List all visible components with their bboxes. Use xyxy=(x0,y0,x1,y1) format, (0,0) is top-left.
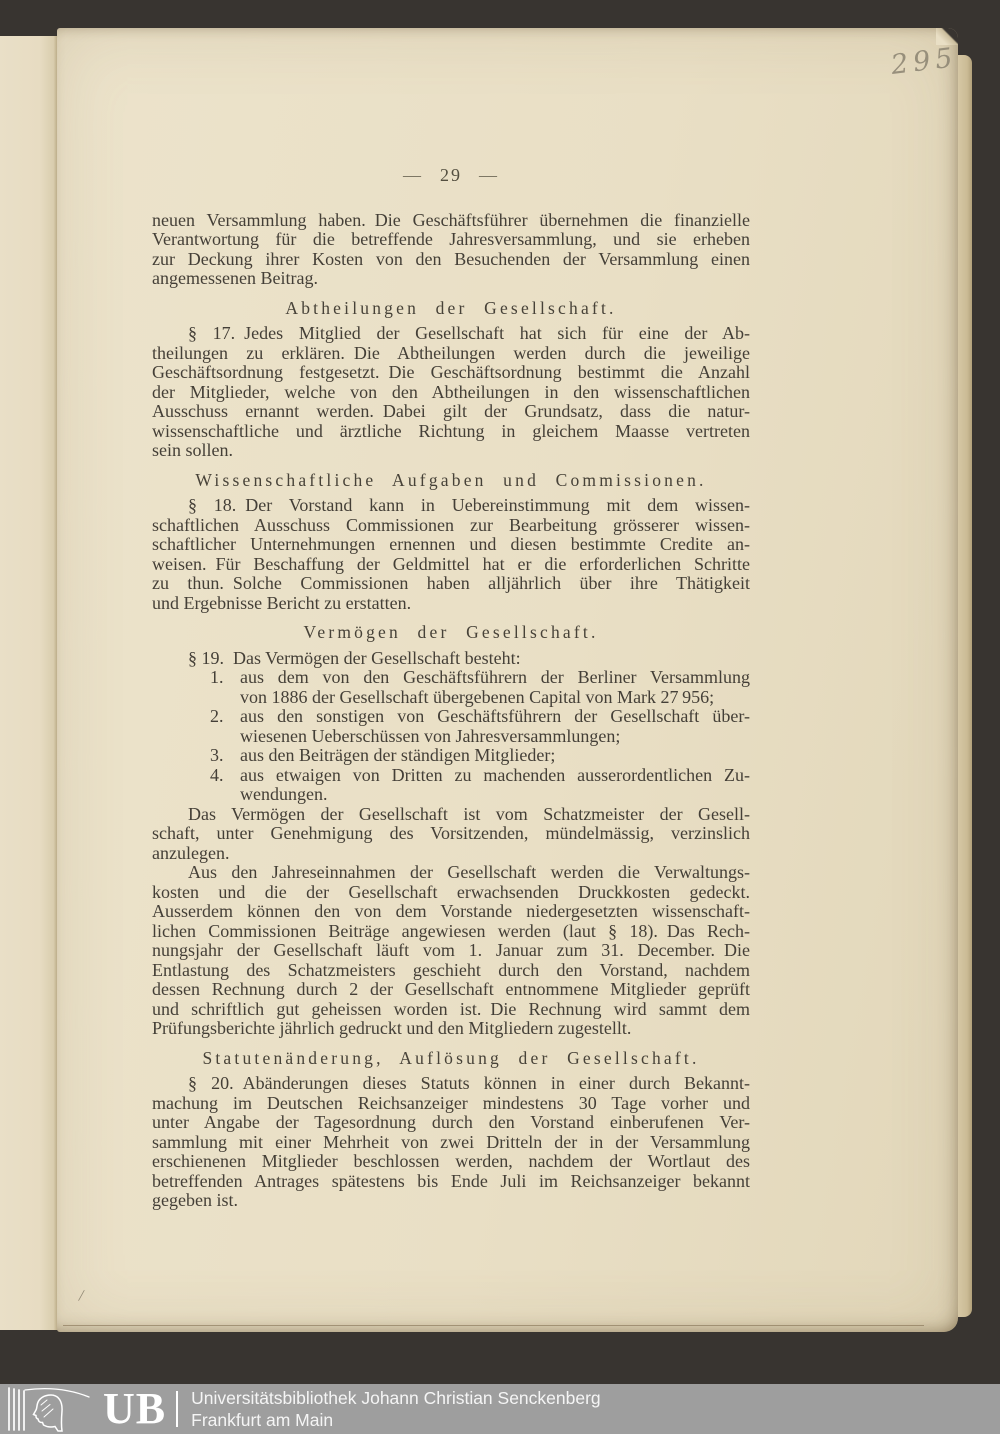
page-bottom-edge xyxy=(63,1325,924,1326)
logo-separator xyxy=(176,1391,178,1427)
printed-text-block xyxy=(152,166,750,1211)
page-number xyxy=(152,166,750,186)
library-city: Frankfurt am Main xyxy=(191,1410,334,1430)
goethe-silhouette-icon xyxy=(34,1395,63,1431)
list-item-number: 2. xyxy=(210,706,224,726)
list-item-2 xyxy=(152,707,750,746)
list-item-3 xyxy=(152,746,750,766)
paragraph-18: § 18. Der Vorstand kann in Uebereinstimmung mit dem wissen- schaftlichen Ausschuss Commissionen zur Bearbeitung grösserer wissen- schaftlicher Unternehmungen ernennen und diesen bestimmte Credite an- weisen. Für Beschaffung der Geldmittel hat er die erforderlichen Schritte zu thun. Solche Commissionen haben alljährlich über ihre Thätigkeit und Ergebnisse Bericht zu erstatten. xyxy=(152,495,750,613)
list-item-number: 4. xyxy=(210,764,224,785)
handwritten-page-number: 295 xyxy=(889,42,960,81)
book-page xyxy=(57,28,958,1332)
library-footer-bar xyxy=(0,1384,1000,1434)
library-name: Universitätsbibliothek Johann Christian Senckenberg xyxy=(191,1388,601,1408)
list-item-number: 1. xyxy=(210,667,224,687)
section-heading-statutenaenderung: Statutenänderung, Auflösung der Gesellschaft. xyxy=(202,1047,700,1068)
paragraph-20: § 20. Abänderungen dieses Statuts können in einer durch Bekannt- machung im Deutschen Reichsanzeiger mindestens 30 Tage vorher und unter Angabe der Tagesordnung durch den Vorstand einberufenen Ver- sammlung mit einer Mehrheit von zwei Dritteln der in der Versammlung erschienenen Mitglieder beschlossen werden, nachdem der Wortlaut des betreffenden Antrages spätestens bis Ende Juli im Reichsanzeiger bekannt gegeben ist. xyxy=(152,1073,750,1210)
asset-list xyxy=(152,668,750,805)
paragraph-continuation: neuen Versammlung haben. Die Geschäftsführer übernehmen die finanzielle Verantwortung für die betreffende Jahresversammlung, und sie erheben zur Deckung ihrer Kosten von den Besuchenden der Versammlung einen angemessenen Beitrag. xyxy=(152,209,750,288)
handwritten-pencil-mark: / xyxy=(77,1285,86,1306)
list-item-text: aus etwaigen von Dritten zu machenden ausserordentlichen Zu- wendungen. xyxy=(240,764,750,804)
section-heading-aufgaben-commissionen: Wissenschaftliche Aufgaben und Commissionen. xyxy=(195,469,707,490)
page-edge-behind xyxy=(956,55,972,1317)
page-number-dash-right: — xyxy=(479,165,499,185)
list-item-text: aus dem von den Geschäftsführern der Berliner Versammlung von 1886 der Gesellschaft übergebenen Capital von Mark 27 956; xyxy=(240,667,750,707)
list-item-1 xyxy=(152,668,750,707)
paragraph-17: § 17. Jedes Mitglied der Gesellschaft hat sich für eine der Ab- theilungen zu erklären. Die Abtheilungen werden durch die jeweilige Geschäftsordnung festgesetzt. Die Geschäftsordnung bestimmt die Anzahl der Mitglieder, welche von den Abtheilungen in den wissenschaftlichen Ausschuss ernannt werden. Dabei gilt der Grundsatz, dass die natur- wissenschaftliche und ärztliche Richtung in gleichem Maasse vertreten sein sollen. xyxy=(152,323,750,460)
book-gutter-page-edge xyxy=(0,36,58,1330)
ub-logo xyxy=(0,1384,191,1434)
paragraph-jahreseinnahmen: Aus den Jahreseinnahmen der Gesellschaft werden die Verwaltungs- kosten und die der Gesellschaft erwachsenden Druckkosten gedeckt. Ausserdem können den von dem Vorstande niedergesetzten wissenschaft- lichen Commissionen Beiträge angewiesen werden (laut § 18). Das Rech- nungsjahr der Gesellschaft läuft vom 1. Januar zum 31. December. Die Entlastung des Schatzmeisters geschieht durch den Vorstand, nachdem dessen Rechnung durch 2 der Gesellschaft entnommene Mitglieder geprüft und schriftlich gut geheissen worden ist. Die Rechnung wird sammt dem Prüfungsberichte jährlich gedruckt und den Mitgliedern zugestellt. xyxy=(152,862,750,1038)
list-item-text: aus den sonstigen von Geschäftsführern der Gesellschaft über- wiesenen Ueberschüssen von Jahresversammlungen; xyxy=(240,706,750,746)
section-heading-vermoegen: Vermögen der Gesellschaft. xyxy=(303,622,599,642)
paragraph-vermoegen-anlage: Das Vermögen der Gesellschaft ist vom Schatzmeister der Gesell- schaft, unter Genehmigung des Vorsitzenden, mündelmässig, verzinslich anzulegen. xyxy=(152,803,750,863)
section-heading-abtheilungen: Abtheilungen der Gesellschaft. xyxy=(285,297,617,318)
ub-logo-mark-icon xyxy=(5,1386,109,1432)
library-name-block xyxy=(191,1387,601,1431)
paragraph-19-lead: § 19. Das Vermögen der Gesellschaft besteht: xyxy=(188,647,521,668)
ub-logo-text: UB xyxy=(103,1384,167,1433)
page-number-dash-left: — xyxy=(403,165,423,185)
list-item-number: 3. xyxy=(210,745,224,765)
list-item-4 xyxy=(152,766,750,805)
page-number-value: 29 xyxy=(440,165,462,185)
list-item-text: aus den Beiträgen der ständigen Mitglieder; xyxy=(240,745,556,765)
